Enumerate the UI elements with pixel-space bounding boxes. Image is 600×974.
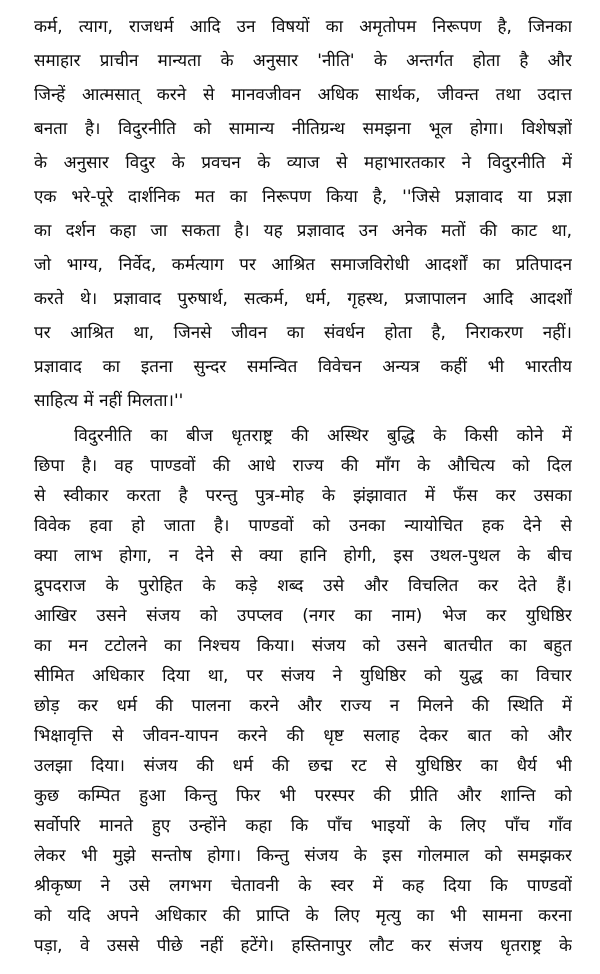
text-line: सर्वोपरि मानते हुए उन्होंने कहा कि पाँच भाइयों के लिए पाँच गाँव (34, 816, 572, 836)
text-line: लेकर भी मुझे सन्तोष होगा। किन्तु संजय के इस गोलमाल को समझकर (34, 846, 572, 866)
text-line: का मन टटोलने का निश्चय किया। संजय को उसने बातचीत का बहुत (34, 636, 572, 656)
text-line: श्रीकृष्ण ने उसे लगभग चेतावनी के स्वर में कह दिया कि पाण्डवों (34, 876, 572, 896)
text-line: सीमित अधिकार दिया था, पर संजय ने युधिष्ठिर को युद्ध का विचार (34, 666, 572, 686)
text-line: का दर्शन कहा जा सकता है। यह प्रज्ञावाद उन अनेक मतों की काट था, (34, 221, 572, 241)
cut-off-header-text (14, 0, 94, 5)
text-line: साहित्य में नहीं मिलता।'' (34, 391, 184, 411)
text-line: प्रज्ञावाद का इतना सुन्दर समन्वित विवेचन अन्यत्र कहीं भी भारतीय (34, 357, 572, 377)
text-line: से स्वीकार करता है परन्तु पुत्र-मोह के झंझावात में फँस कर उसका (34, 486, 572, 506)
text-line: समाहार प्राचीन मान्यता के अनुसार 'नीति' के अन्तर्गत होता है और (34, 51, 572, 71)
text-line: भिक्षावृत्ति से जीवन-यापन करने की धृष्ट सलाह देकर बात को और (34, 726, 572, 746)
text-line: द्रुपदराज के पुरोहित के कड़े शब्द उसे और विचलित कर देते हैं। (34, 576, 572, 596)
text-line: एक भरे-पूरे दार्शनिक मत का निरूपण किया है, ''जिसे प्रज्ञावाद या प्रज्ञा (34, 187, 572, 207)
text-line: क्या लाभ होगा, न देने से क्या हानि होगी, इस उथल-पुथल के बीच (34, 546, 572, 566)
text-line: बनता है। विदुरनीति को सामान्य नीतिग्रन्थ समझना भूल होगा। विशेषज्ञों (34, 119, 572, 139)
text-line: आखिर उसने संजय को उपप्लव (नगर का नाम) भेज कर युधिष्ठिर (34, 606, 572, 626)
text-line: छोड़ कर धर्म की पालना करने और राज्य न मिलने की स्थिति में (34, 696, 572, 716)
text-line: जो भाग्य, निर्वेद, कर्मत्याग पर आश्रित समाजविरोधी आदर्शों का प्रतिपादन (34, 255, 572, 275)
text-line: को यदि अपने अधिकार की प्राप्ति के लिए मृत्यु का भी सामना करना (34, 906, 572, 926)
text-line: विदुरनीति का बीज धृतराष्ट्र की अस्थिर बुद्धि के किसी कोने में (74, 426, 572, 446)
text-line: छिपा है। वह पाण्डवों की आधे राज्य की माँग के औचित्य को दिल (34, 456, 572, 476)
text-line: पर आश्रित था, जिनसे जीवन का संवर्धन होता है, निराकरण नहीं। (34, 323, 572, 343)
text-line: कुछ कम्पित हुआ किन्तु फिर भी परस्पर की प्रीति और शान्ति को (34, 786, 572, 806)
text-line: के अनुसार विदुर के प्रवचन के व्याज से महाभारतकार ने विदुरनीति में (34, 153, 572, 173)
text-line: जिन्हें आत्मसात् करने से मानवजीवन अधिक सार्थक, जीवन्त तथा उदात्त (34, 85, 572, 105)
text-line: पड़ा, वे उससे पीछे नहीं हटेंगे। हस्तिनापुर लौट कर संजय धृतराष्ट्र के (34, 936, 572, 956)
text-line: विवेक हवा हो जाता है। पाण्डवों को उनका न्यायोचित हक देने से (34, 516, 572, 536)
text-line: करते थे। प्रज्ञावाद पुरुषार्थ, सत्कर्म, धर्म, गृहस्थ, प्रजापालन आदि आदर्शों (34, 289, 572, 309)
text-line: उलझा दिया। संजय की धर्म की छद्म रट से युधिष्ठिर का धैर्य भी (34, 756, 572, 776)
text-line: कर्म, त्याग, राजधर्म आदि उन विषयों का अमृतोपम निरूपण है, जिनका (34, 17, 572, 37)
